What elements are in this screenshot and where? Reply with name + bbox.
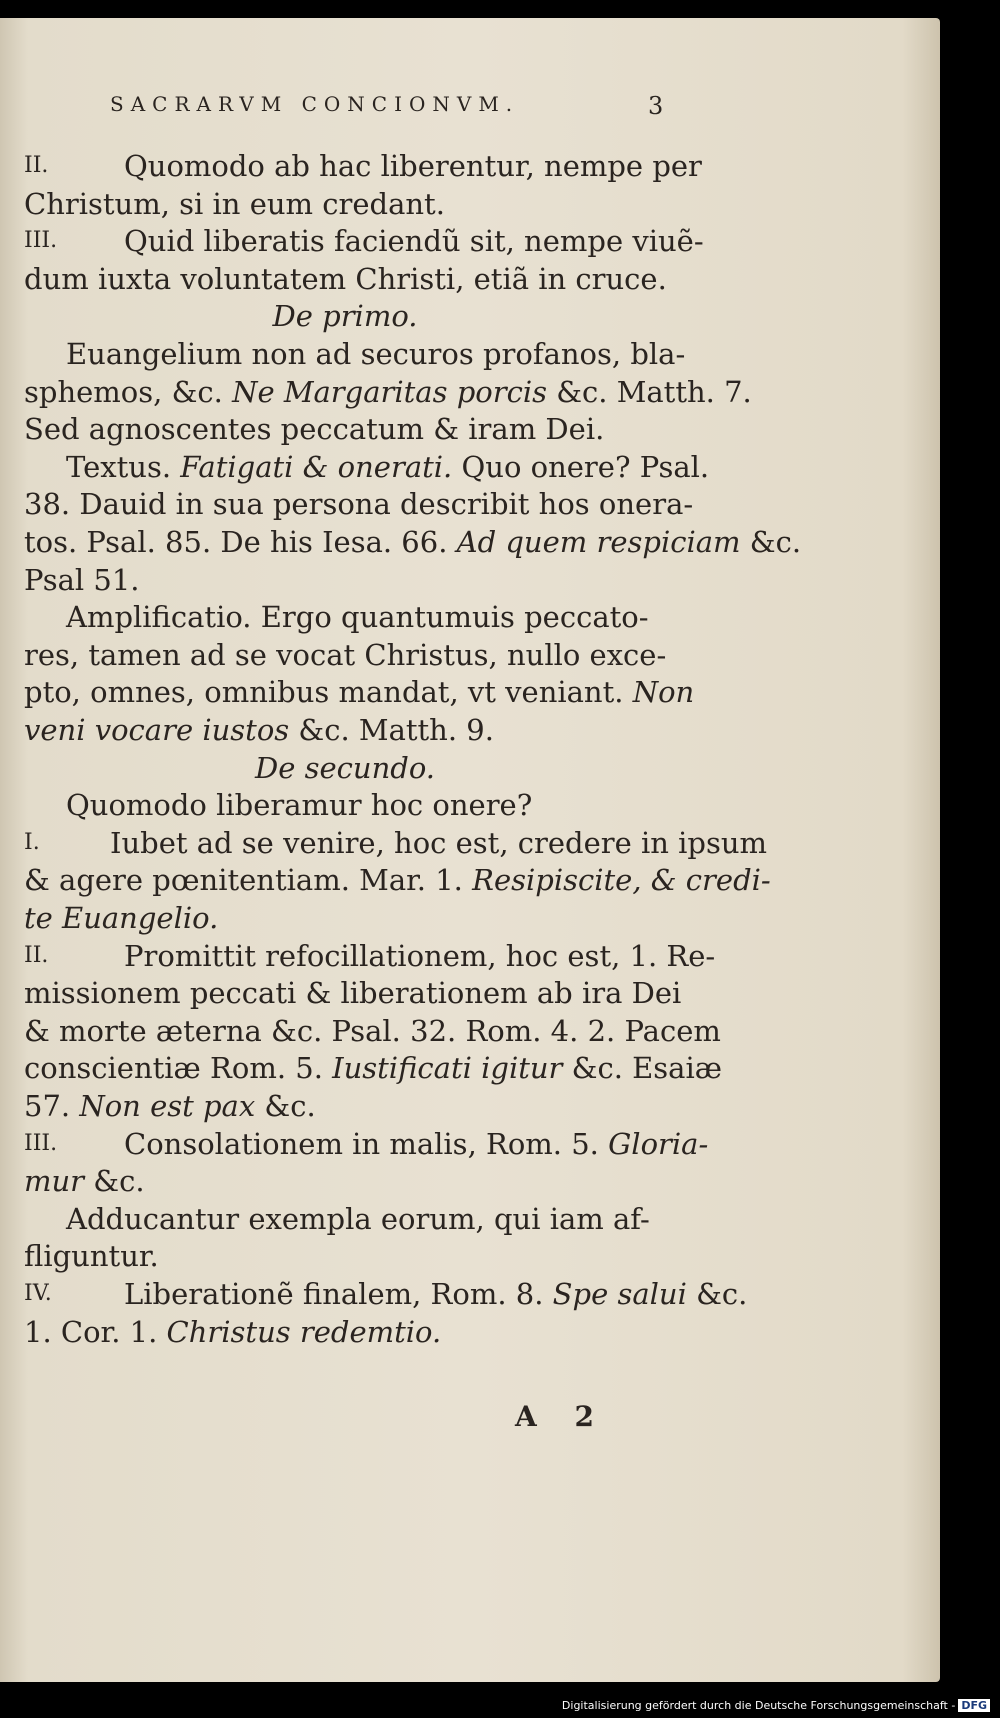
line-text (24, 1088, 316, 1124)
roman-text: &c. (255, 1089, 316, 1123)
section-heading (0, 298, 690, 334)
roman-text: 38. Dauid in sua persona describit hos onera- (24, 487, 694, 522)
italic-text: Spe salui (552, 1277, 687, 1311)
roman-text: res, tamen ad se vocat Christus, nullo exce- (24, 637, 667, 672)
roman-text: &c. Matth. 7. (546, 374, 752, 409)
running-title: SACRARVM CONCIONVM. (110, 92, 520, 116)
roman-text: & morte æterna &c. Psal. 32. Rom. 4. 2. Pacem (24, 1013, 721, 1048)
roman-text: Christum, si in eum credant. (24, 186, 445, 221)
italic-text: Resipiscite, & credi- (472, 863, 771, 898)
item-numeral: I. (24, 829, 40, 855)
page-number: 3 (648, 92, 664, 120)
line-text (24, 524, 801, 560)
line-text (24, 637, 666, 673)
line-text (24, 486, 693, 522)
item-numeral: III. (24, 1130, 58, 1156)
line-text (24, 261, 667, 297)
roman-text: Quo onere? Psal. (452, 449, 710, 484)
roman-text: &c. Esaiæ (562, 1051, 723, 1086)
roman-text: Amplificatio. Ergo quantumuis peccato- (66, 600, 649, 635)
italic-text: Iustificati igitur (332, 1051, 563, 1086)
line-text (66, 336, 685, 372)
roman-text: Quid liberatis faciendũ sit, nempe viuẽ- (124, 224, 704, 259)
roman-text: 1. Cor. 1. (24, 1314, 167, 1349)
line-text (124, 1276, 747, 1312)
signature-mark: A 2 (515, 1400, 608, 1433)
italic-text: Gloria- (608, 1126, 709, 1161)
italic-text: Ne Margaritas porcis (232, 374, 547, 409)
line-text (66, 449, 709, 485)
italic-text: Fatigati & onerati. (180, 449, 453, 484)
italic-text: Christus redemtio. (166, 1314, 442, 1349)
roman-text: &c. Matth. 9. (289, 713, 494, 747)
line-text (66, 1201, 650, 1237)
line-text (24, 674, 694, 710)
line-text (24, 975, 681, 1011)
line-text (24, 186, 445, 222)
line-text (24, 1163, 145, 1199)
line-text (110, 825, 767, 861)
roman-text: Adducantur exempla eorum, qui iam af- (66, 1201, 650, 1236)
italic-text: mur (24, 1164, 85, 1199)
roman-text: fliguntur. (24, 1239, 159, 1274)
roman-text: 57. (24, 1089, 80, 1123)
line-text (24, 374, 752, 410)
line-text (24, 411, 604, 447)
roman-text: missionem peccati & liberationem ab ira Dei (24, 976, 682, 1011)
italic-text: Non est pax (79, 1089, 256, 1123)
roman-text: dum iuxta voluntatem Christi, etiã in cruce. (24, 261, 667, 296)
item-numeral: II. (24, 153, 49, 178)
item-numeral: IV. (24, 1281, 52, 1306)
footer-text: Digitalisierung gefördert durch die Deutsche Forschungsgemeinschaft - (561, 1699, 956, 1712)
roman-text: Liberationẽ finalem, Rom. 8. (124, 1277, 553, 1311)
line-text (24, 562, 140, 598)
line-text (24, 712, 494, 748)
footer-credit (562, 1699, 990, 1712)
item-numeral: II. (24, 942, 49, 968)
roman-text: &c. (686, 1277, 748, 1311)
line-text (124, 1126, 708, 1162)
dfg-logo: DFG (958, 1699, 990, 1712)
roman-text: Iubet ad se venire, hoc est, credere in ipsum (110, 825, 768, 860)
item-numeral: III. (24, 228, 58, 254)
roman-text: sphemos, &c. (24, 374, 233, 409)
italic-text: te Euangelio. (24, 901, 219, 935)
line-text (124, 223, 704, 259)
line-text (24, 862, 771, 898)
roman-text: conscientiæ Rom. 5. (24, 1051, 333, 1086)
roman-text: & agere pœnitentiam. Mar. 1. (24, 863, 473, 898)
line-text (124, 938, 715, 974)
line-text (66, 599, 649, 635)
roman-text: Promittit refocillationem, hoc est, 1. Re- (124, 938, 716, 973)
line-text (24, 1013, 721, 1049)
italic-text: veni vocare iustos (24, 713, 290, 747)
roman-text: Quomodo liberamur hoc onere? (66, 788, 533, 823)
roman-text: Psal 51. (24, 562, 140, 597)
roman-text: Textus. (66, 449, 181, 484)
roman-text: &c. (740, 525, 802, 559)
line-text (24, 1050, 722, 1086)
line-text (24, 900, 218, 936)
line-text (124, 148, 702, 184)
roman-text: pto, omnes, omnibus mandat, vt veniant. (24, 675, 633, 710)
roman-text: Consolationem in malis, Rom. 5. (124, 1126, 609, 1161)
line-text (66, 787, 532, 823)
line-text (24, 1314, 441, 1350)
italic-text: Non (632, 675, 695, 710)
italic-text: De primo. (272, 299, 418, 334)
line-text (24, 1238, 159, 1274)
roman-text: Euangelium non ad securos profanos, bla- (66, 337, 686, 371)
italic-text: De secundo. (254, 750, 435, 785)
roman-text: Sed agnoscentes peccatum & iram Dei. (24, 412, 605, 447)
roman-text: &c. (84, 1164, 145, 1199)
italic-text: Ad quem respiciam (456, 525, 741, 559)
section-heading (0, 750, 690, 786)
roman-text: tos. Psal. 85. De his Iesa. 66. (24, 525, 457, 559)
roman-text: Quomodo ab hac liberentur, nempe per (124, 149, 702, 183)
